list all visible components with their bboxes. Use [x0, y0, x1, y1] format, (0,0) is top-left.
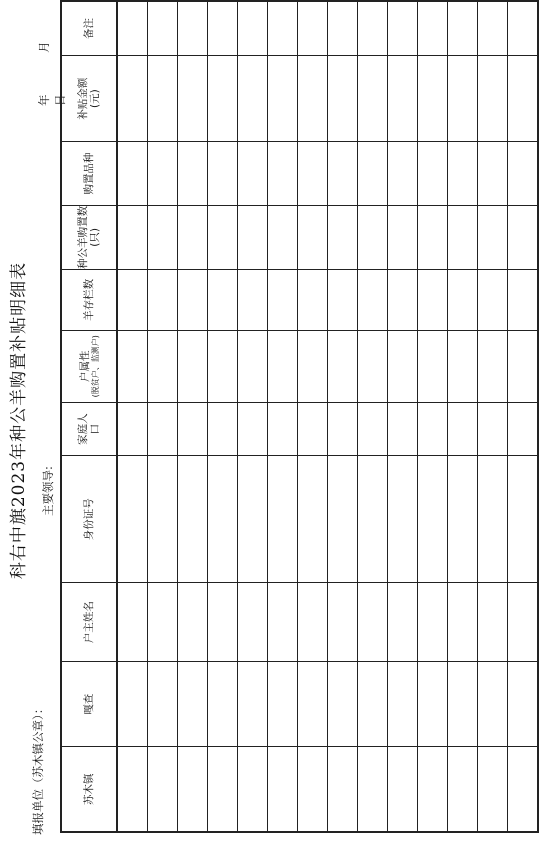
table-cell[interactable]: [508, 56, 539, 142]
subsidy-detail-table: [60, 0, 539, 833]
table-cell[interactable]: [208, 1, 238, 56]
column-header-sublabel: 口: [89, 423, 101, 435]
page-title: 科右中旗2023年种公羊购置补贴明细表: [9, 261, 29, 580]
column-header: [61, 662, 117, 747]
table-cell[interactable]: [178, 330, 208, 402]
table-cell[interactable]: [208, 142, 238, 205]
table-row: [478, 1, 508, 832]
column-header-label: 羊存栏数: [83, 278, 95, 321]
table-cell[interactable]: [268, 205, 298, 269]
table-cell[interactable]: [508, 662, 539, 747]
column-header-label: 备注: [83, 18, 95, 40]
table-cell[interactable]: [358, 402, 388, 456]
table-cell[interactable]: [298, 56, 328, 142]
table-cell[interactable]: [117, 747, 148, 832]
column-header: [61, 747, 117, 832]
table-cell[interactable]: [328, 270, 358, 330]
column-header: [61, 456, 117, 583]
table-cell[interactable]: [148, 1, 178, 56]
table-cell[interactable]: [208, 402, 238, 456]
table-cell[interactable]: [478, 747, 508, 832]
table-cell[interactable]: [268, 1, 298, 56]
table-row: [238, 1, 268, 832]
reporting-unit-label: 填报单位（苏木镇公章）：: [31, 702, 45, 835]
table-cell[interactable]: [358, 662, 388, 747]
table-cell[interactable]: [178, 583, 208, 662]
table-cell[interactable]: [117, 142, 148, 205]
table-cell[interactable]: [478, 402, 508, 456]
column-header: [61, 583, 117, 662]
table-cell[interactable]: [358, 142, 388, 205]
table-cell[interactable]: [117, 583, 148, 662]
table-cell[interactable]: [298, 456, 328, 583]
column-header-label: 嘎查: [83, 693, 95, 715]
table-cell[interactable]: [388, 330, 418, 402]
table-cell[interactable]: [178, 747, 208, 832]
table-cell[interactable]: [448, 56, 478, 142]
table-cell[interactable]: [448, 330, 478, 402]
table-cell[interactable]: [117, 402, 148, 456]
table-cell[interactable]: [178, 1, 208, 56]
table-cell[interactable]: [238, 56, 268, 142]
table-cell[interactable]: [328, 142, 358, 205]
table-header-row: [61, 1, 117, 832]
table-cell[interactable]: [117, 456, 148, 583]
table-cell[interactable]: [508, 583, 539, 662]
column-header-label: 苏木镇: [83, 773, 95, 805]
date-month: 月: [37, 41, 51, 53]
table-cell[interactable]: [358, 330, 388, 402]
table-cell[interactable]: [268, 330, 298, 402]
table-cell[interactable]: [208, 56, 238, 142]
table-cell[interactable]: [148, 662, 178, 747]
column-header-label: 补贴金额: [77, 77, 89, 120]
table-body: [117, 1, 538, 832]
table-cell[interactable]: [328, 56, 358, 142]
table-cell[interactable]: [298, 1, 328, 56]
table-cell[interactable]: [238, 142, 268, 205]
table-cell[interactable]: [148, 583, 178, 662]
column-header: [61, 330, 117, 402]
table-cell[interactable]: [418, 1, 448, 56]
table-cell[interactable]: [117, 330, 148, 402]
table-row: [148, 1, 178, 832]
table-cell[interactable]: [508, 270, 539, 330]
table-cell[interactable]: [448, 583, 478, 662]
table-cell[interactable]: [388, 142, 418, 205]
table-cell[interactable]: [388, 1, 418, 56]
table-row: [298, 1, 328, 832]
column-header: [61, 142, 117, 205]
column-header-label: 购置品种: [83, 152, 95, 195]
column-header: [61, 56, 117, 142]
table-cell[interactable]: [358, 205, 388, 269]
column-header: [61, 270, 117, 330]
table-row: [358, 1, 388, 832]
table-cell[interactable]: [268, 56, 298, 142]
table-cell[interactable]: [418, 270, 448, 330]
table-cell[interactable]: [238, 402, 268, 456]
table-cell[interactable]: [508, 330, 539, 402]
table-cell[interactable]: [418, 330, 448, 402]
table-cell[interactable]: [388, 456, 418, 583]
table-cell[interactable]: [117, 205, 148, 269]
table-cell[interactable]: [178, 662, 208, 747]
table-row: [508, 1, 539, 832]
table-cell[interactable]: [418, 747, 448, 832]
table-cell[interactable]: [478, 583, 508, 662]
column-header-sublabel: (脱贫户、监测户): [90, 335, 100, 398]
table-cell[interactable]: [328, 583, 358, 662]
table-cell[interactable]: [268, 270, 298, 330]
column-header-label: 种公羊购置数: [77, 205, 89, 269]
table-cell[interactable]: [148, 270, 178, 330]
table-row: [418, 1, 448, 832]
column-header-sublabel: (元): [89, 89, 101, 109]
table-cell[interactable]: [298, 402, 328, 456]
table-cell[interactable]: [178, 205, 208, 269]
table-cell[interactable]: [328, 402, 358, 456]
table-cell[interactable]: [388, 270, 418, 330]
table-cell[interactable]: [358, 747, 388, 832]
table-cell[interactable]: [448, 662, 478, 747]
table-cell[interactable]: [148, 205, 178, 269]
table-row: [178, 1, 208, 832]
table-cell[interactable]: [148, 142, 178, 205]
table-cell[interactable]: [208, 270, 238, 330]
table-cell[interactable]: [418, 456, 448, 583]
column-header: [61, 1, 117, 56]
table-cell[interactable]: [448, 270, 478, 330]
table-cell[interactable]: [268, 662, 298, 747]
table-cell[interactable]: [448, 205, 478, 269]
table-cell[interactable]: [328, 747, 358, 832]
table-cell[interactable]: [478, 662, 508, 747]
table-cell[interactable]: [298, 583, 328, 662]
date-day: 日: [53, 94, 67, 106]
table-cell[interactable]: [117, 270, 148, 330]
table-cell[interactable]: [178, 402, 208, 456]
table-cell[interactable]: [178, 56, 208, 142]
table-row: [328, 1, 358, 832]
table-cell[interactable]: [328, 456, 358, 583]
table-cell[interactable]: [117, 662, 148, 747]
table-row: [448, 1, 478, 832]
table-cell[interactable]: [298, 662, 328, 747]
table-cell[interactable]: [298, 205, 328, 269]
table-cell[interactable]: [208, 456, 238, 583]
table-cell[interactable]: [388, 662, 418, 747]
table-cell[interactable]: [418, 583, 448, 662]
table-cell[interactable]: [478, 142, 508, 205]
table-cell[interactable]: [388, 56, 418, 142]
table-cell[interactable]: [298, 270, 328, 330]
table-cell[interactable]: [448, 1, 478, 56]
table-cell[interactable]: [238, 270, 268, 330]
table-cell[interactable]: [268, 456, 298, 583]
table-row: [208, 1, 238, 832]
table-cell[interactable]: [478, 1, 508, 56]
table-cell[interactable]: [388, 583, 418, 662]
table-cell[interactable]: [508, 205, 539, 269]
table-cell[interactable]: [298, 747, 328, 832]
table-cell[interactable]: [358, 56, 388, 142]
table-cell[interactable]: [358, 1, 388, 56]
table-cell[interactable]: [298, 142, 328, 205]
date-year: 年: [37, 94, 51, 106]
table-cell[interactable]: [208, 205, 238, 269]
column-header: [61, 402, 117, 456]
table-cell[interactable]: [508, 142, 539, 205]
table-cell[interactable]: [208, 583, 238, 662]
table-cell[interactable]: [208, 747, 238, 832]
table-cell[interactable]: [448, 142, 478, 205]
table-cell[interactable]: [448, 747, 478, 832]
table-cell[interactable]: [178, 456, 208, 583]
table-cell[interactable]: [328, 330, 358, 402]
table-cell[interactable]: [238, 747, 268, 832]
table-cell[interactable]: [238, 583, 268, 662]
table-row: [117, 1, 148, 832]
table-cell[interactable]: [148, 56, 178, 142]
column-header-label: 家庭人: [77, 413, 89, 445]
table-cell[interactable]: [478, 205, 508, 269]
table-cell[interactable]: [178, 142, 208, 205]
table-cell[interactable]: [268, 583, 298, 662]
table-cell[interactable]: [418, 662, 448, 747]
table-cell[interactable]: [178, 270, 208, 330]
table-cell[interactable]: [268, 142, 298, 205]
table-cell[interactable]: [238, 330, 268, 402]
table-cell[interactable]: [388, 205, 418, 269]
table-cell[interactable]: [208, 662, 238, 747]
table-cell[interactable]: [388, 402, 418, 456]
leader-label: 主要领导:: [41, 466, 55, 516]
column-header-label: 户主姓名: [83, 601, 95, 644]
table-cell[interactable]: [328, 205, 358, 269]
table-cell[interactable]: [418, 402, 448, 456]
table-row: [388, 1, 418, 832]
table-cell[interactable]: [388, 747, 418, 832]
column-header: [61, 205, 117, 269]
table-cell[interactable]: [148, 456, 178, 583]
table-cell[interactable]: [238, 456, 268, 583]
table-cell[interactable]: [418, 142, 448, 205]
table-cell[interactable]: [148, 747, 178, 832]
table-cell[interactable]: [358, 456, 388, 583]
table-cell[interactable]: [478, 270, 508, 330]
table-cell[interactable]: [448, 456, 478, 583]
table-cell[interactable]: [508, 1, 539, 56]
table-cell[interactable]: [418, 56, 448, 142]
column-header-label: 身份证号: [83, 498, 95, 541]
table-cell[interactable]: [478, 330, 508, 402]
table-cell[interactable]: [268, 747, 298, 832]
table-cell[interactable]: [238, 205, 268, 269]
table-cell[interactable]: [238, 1, 268, 56]
table-cell[interactable]: [358, 270, 388, 330]
table-cell[interactable]: [328, 1, 358, 56]
table-cell[interactable]: [148, 330, 178, 402]
table-cell[interactable]: [448, 402, 478, 456]
table-cell[interactable]: [148, 402, 178, 456]
column-header-label: 户属性: [78, 350, 91, 382]
table-cell[interactable]: [478, 456, 508, 583]
column-header-sublabel: (只): [89, 228, 101, 247]
table-cell[interactable]: [478, 56, 508, 142]
table-cell[interactable]: [208, 330, 238, 402]
table-cell[interactable]: [298, 330, 328, 402]
table-cell[interactable]: [508, 456, 539, 583]
table-cell[interactable]: [268, 402, 298, 456]
table-row: [268, 1, 298, 832]
table-cell[interactable]: [117, 1, 148, 56]
table-cell[interactable]: [238, 662, 268, 747]
table-cell[interactable]: [508, 402, 539, 456]
table-cell[interactable]: [358, 583, 388, 662]
table-cell[interactable]: [117, 56, 148, 142]
table-cell[interactable]: [418, 205, 448, 269]
table-cell[interactable]: [508, 747, 539, 832]
table-cell[interactable]: [328, 662, 358, 747]
